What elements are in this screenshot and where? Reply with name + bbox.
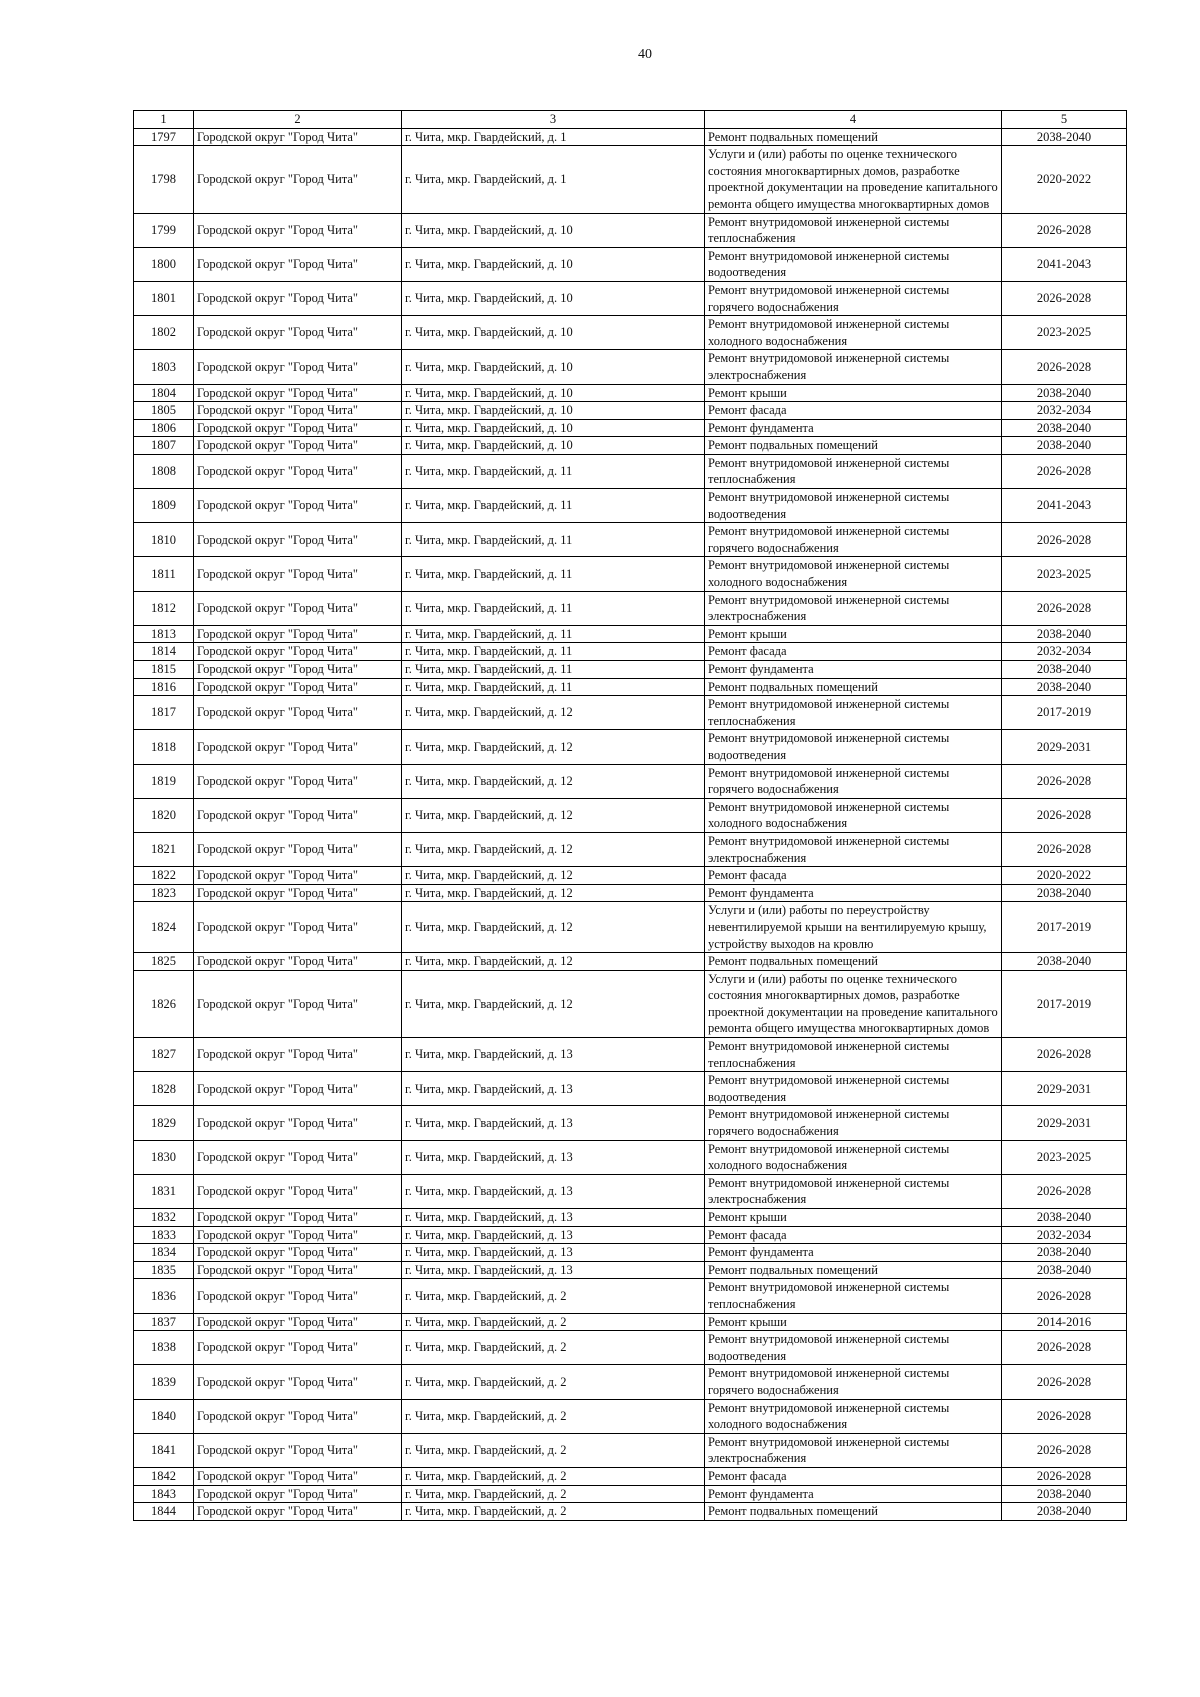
- address-cell: г. Чита, мкр. Гвардейский, д. 11: [402, 643, 705, 661]
- table-row: [134, 1399, 1127, 1433]
- work-type-cell: Ремонт внутридомовой инженерной системы электроснабжения: [705, 1433, 1002, 1467]
- row-number-cell: 1798: [134, 146, 194, 213]
- row-number-cell: 1837: [134, 1313, 194, 1331]
- municipality-cell: Городской округ "Город Чита": [194, 454, 402, 488]
- municipality-cell: Городской округ "Город Чита": [194, 1313, 402, 1331]
- row-number-cell: 1832: [134, 1209, 194, 1227]
- work-type-cell: Ремонт внутридомовой инженерной системы электроснабжения: [705, 350, 1002, 384]
- municipality-cell: Городской округ "Город Чита": [194, 678, 402, 696]
- table-row: [134, 1209, 1127, 1227]
- column-header: 3: [402, 111, 705, 129]
- table-row: [134, 1106, 1127, 1140]
- period-cell: 2038-2040: [1002, 1209, 1127, 1227]
- table-row: [134, 384, 1127, 402]
- address-cell: г. Чита, мкр. Гвардейский, д. 12: [402, 902, 705, 953]
- address-cell: г. Чита, мкр. Гвардейский, д. 2: [402, 1365, 705, 1399]
- municipality-cell: Городской округ "Город Чита": [194, 281, 402, 315]
- table-row: [134, 730, 1127, 764]
- work-type-cell: Ремонт внутридомовой инженерной системы водоотведения: [705, 730, 1002, 764]
- address-cell: г. Чита, мкр. Гвардейский, д. 10: [402, 437, 705, 455]
- work-type-cell: Ремонт внутридомовой инженерной системы теплоснабжения: [705, 1038, 1002, 1072]
- row-number-cell: 1836: [134, 1279, 194, 1313]
- row-number-cell: 1817: [134, 696, 194, 730]
- municipality-cell: Городской округ "Город Чита": [194, 730, 402, 764]
- municipality-cell: Городской округ "Город Чита": [194, 1106, 402, 1140]
- address-cell: г. Чита, мкр. Гвардейский, д. 12: [402, 696, 705, 730]
- work-type-cell: Услуги и (или) работы по оценке технического состояния многоквартирных домов, разработке проектной документации на проведение капитального ремонта общего имущества многоквартирных домов: [705, 146, 1002, 213]
- address-cell: г. Чита, мкр. Гвардейский, д. 13: [402, 1209, 705, 1227]
- table-row: [134, 1038, 1127, 1072]
- period-cell: 2026-2028: [1002, 281, 1127, 315]
- work-type-cell: Ремонт внутридомовой инженерной системы водоотведения: [705, 489, 1002, 523]
- row-number-cell: 1841: [134, 1433, 194, 1467]
- table-row: [134, 281, 1127, 315]
- municipality-cell: Городской округ "Город Чита": [194, 146, 402, 213]
- table-row: [134, 1433, 1127, 1467]
- address-cell: г. Чита, мкр. Гвардейский, д. 10: [402, 316, 705, 350]
- municipality-cell: Городской округ "Город Чита": [194, 1467, 402, 1485]
- municipality-cell: Городской округ "Город Чита": [194, 1433, 402, 1467]
- table-row: [134, 1485, 1127, 1503]
- table-header-row: [134, 111, 1127, 129]
- period-cell: 2017-2019: [1002, 970, 1127, 1037]
- row-number-cell: 1838: [134, 1331, 194, 1365]
- address-cell: г. Чита, мкр. Гвардейский, д. 12: [402, 953, 705, 971]
- table-row: [134, 953, 1127, 971]
- address-cell: г. Чита, мкр. Гвардейский, д. 12: [402, 970, 705, 1037]
- work-type-cell: Ремонт внутридомовой инженерной системы водоотведения: [705, 1072, 1002, 1106]
- municipality-cell: Городской округ "Город Чита": [194, 696, 402, 730]
- municipality-cell: Городской округ "Город Чита": [194, 591, 402, 625]
- municipality-cell: Городской округ "Город Чита": [194, 437, 402, 455]
- municipality-cell: Городской округ "Город Чита": [194, 1279, 402, 1313]
- address-cell: г. Чита, мкр. Гвардейский, д. 13: [402, 1261, 705, 1279]
- table-row: [134, 1467, 1127, 1485]
- municipality-cell: Городской округ "Город Чита": [194, 832, 402, 866]
- table-row: [134, 557, 1127, 591]
- row-number-cell: 1818: [134, 730, 194, 764]
- row-number-cell: 1828: [134, 1072, 194, 1106]
- work-type-cell: Ремонт фундамента: [705, 884, 1002, 902]
- period-cell: 2041-2043: [1002, 247, 1127, 281]
- period-cell: 2038-2040: [1002, 625, 1127, 643]
- address-cell: г. Чита, мкр. Гвардейский, д. 11: [402, 661, 705, 679]
- row-number-cell: 1807: [134, 437, 194, 455]
- row-number-cell: 1819: [134, 764, 194, 798]
- table-row: [134, 643, 1127, 661]
- municipality-cell: Городской округ "Город Чита": [194, 1365, 402, 1399]
- work-type-cell: Ремонт внутридомовой инженерной системы горячего водоснабжения: [705, 281, 1002, 315]
- work-type-cell: Ремонт внутридомовой инженерной системы холодного водоснабжения: [705, 798, 1002, 832]
- period-cell: 2038-2040: [1002, 128, 1127, 146]
- address-cell: г. Чита, мкр. Гвардейский, д. 12: [402, 867, 705, 885]
- row-number-cell: 1842: [134, 1467, 194, 1485]
- period-cell: 2038-2040: [1002, 1485, 1127, 1503]
- period-cell: 2041-2043: [1002, 489, 1127, 523]
- work-type-cell: Ремонт фасада: [705, 867, 1002, 885]
- row-number-cell: 1826: [134, 970, 194, 1037]
- table-row: [134, 146, 1127, 213]
- period-cell: 2038-2040: [1002, 953, 1127, 971]
- row-number-cell: 1797: [134, 128, 194, 146]
- table-body: [134, 111, 1127, 1521]
- column-header: 2: [194, 111, 402, 129]
- work-type-cell: Ремонт внутридомовой инженерной системы электроснабжения: [705, 832, 1002, 866]
- row-number-cell: 1823: [134, 884, 194, 902]
- row-number-cell: 1810: [134, 523, 194, 557]
- municipality-cell: Городской округ "Город Чита": [194, 128, 402, 146]
- period-cell: 2023-2025: [1002, 1140, 1127, 1174]
- municipality-cell: Городской округ "Город Чита": [194, 953, 402, 971]
- address-cell: г. Чита, мкр. Гвардейский, д. 11: [402, 678, 705, 696]
- address-cell: г. Чита, мкр. Гвардейский, д. 2: [402, 1313, 705, 1331]
- address-cell: г. Чита, мкр. Гвардейский, д. 13: [402, 1174, 705, 1208]
- row-number-cell: 1829: [134, 1106, 194, 1140]
- municipality-cell: Городской округ "Город Чита": [194, 902, 402, 953]
- address-cell: г. Чита, мкр. Гвардейский, д. 13: [402, 1244, 705, 1262]
- table-row: [134, 678, 1127, 696]
- period-cell: 2038-2040: [1002, 661, 1127, 679]
- municipality-cell: Городской округ "Город Чита": [194, 764, 402, 798]
- period-cell: 2020-2022: [1002, 146, 1127, 213]
- table-row: [134, 591, 1127, 625]
- address-cell: г. Чита, мкр. Гвардейский, д. 10: [402, 350, 705, 384]
- period-cell: 2029-2031: [1002, 730, 1127, 764]
- work-type-cell: Ремонт фундамента: [705, 1485, 1002, 1503]
- address-cell: г. Чита, мкр. Гвардейский, д. 10: [402, 281, 705, 315]
- row-number-cell: 1825: [134, 953, 194, 971]
- period-cell: 2023-2025: [1002, 557, 1127, 591]
- table-row: [134, 1331, 1127, 1365]
- address-cell: г. Чита, мкр. Гвардейский, д. 11: [402, 557, 705, 591]
- address-cell: г. Чита, мкр. Гвардейский, д. 2: [402, 1331, 705, 1365]
- row-number-cell: 1812: [134, 591, 194, 625]
- period-cell: 2038-2040: [1002, 1244, 1127, 1262]
- table-row: [134, 1503, 1127, 1521]
- period-cell: 2038-2040: [1002, 884, 1127, 902]
- period-cell: 2026-2028: [1002, 454, 1127, 488]
- address-cell: г. Чита, мкр. Гвардейский, д. 12: [402, 798, 705, 832]
- row-number-cell: 1830: [134, 1140, 194, 1174]
- column-header: 5: [1002, 111, 1127, 129]
- row-number-cell: 1806: [134, 419, 194, 437]
- row-number-cell: 1833: [134, 1226, 194, 1244]
- work-type-cell: Ремонт подвальных помещений: [705, 953, 1002, 971]
- row-number-cell: 1804: [134, 384, 194, 402]
- table-row: [134, 661, 1127, 679]
- work-type-cell: Ремонт подвальных помещений: [705, 678, 1002, 696]
- row-number-cell: 1834: [134, 1244, 194, 1262]
- period-cell: 2026-2028: [1002, 1467, 1127, 1485]
- table-row: [134, 1244, 1127, 1262]
- table-row: [134, 437, 1127, 455]
- work-type-cell: Ремонт подвальных помещений: [705, 128, 1002, 146]
- address-cell: г. Чита, мкр. Гвардейский, д. 11: [402, 489, 705, 523]
- row-number-cell: 1835: [134, 1261, 194, 1279]
- row-number-cell: 1805: [134, 402, 194, 420]
- work-type-cell: Ремонт фасада: [705, 643, 1002, 661]
- municipality-cell: Городской округ "Город Чита": [194, 316, 402, 350]
- address-cell: г. Чита, мкр. Гвардейский, д. 13: [402, 1038, 705, 1072]
- row-number-cell: 1808: [134, 454, 194, 488]
- table-row: [134, 1313, 1127, 1331]
- period-cell: 2026-2028: [1002, 798, 1127, 832]
- work-type-cell: Ремонт внутридомовой инженерной системы водоотведения: [705, 1331, 1002, 1365]
- address-cell: г. Чита, мкр. Гвардейский, д. 1: [402, 146, 705, 213]
- municipality-cell: Городской округ "Город Чита": [194, 1244, 402, 1262]
- row-number-cell: 1831: [134, 1174, 194, 1208]
- municipality-cell: Городской округ "Город Чита": [194, 884, 402, 902]
- row-number-cell: 1803: [134, 350, 194, 384]
- address-cell: г. Чита, мкр. Гвардейский, д. 13: [402, 1072, 705, 1106]
- work-type-cell: Ремонт внутридомовой инженерной системы теплоснабжения: [705, 1279, 1002, 1313]
- municipality-cell: Городской округ "Город Чита": [194, 1331, 402, 1365]
- row-number-cell: 1840: [134, 1399, 194, 1433]
- address-cell: г. Чита, мкр. Гвардейский, д. 10: [402, 213, 705, 247]
- work-type-cell: Ремонт крыши: [705, 625, 1002, 643]
- row-number-cell: 1827: [134, 1038, 194, 1072]
- period-cell: 2026-2028: [1002, 1331, 1127, 1365]
- municipality-cell: Городской округ "Город Чита": [194, 1399, 402, 1433]
- table-row: [134, 1279, 1127, 1313]
- period-cell: 2020-2022: [1002, 867, 1127, 885]
- period-cell: 2017-2019: [1002, 902, 1127, 953]
- table-row: [134, 1261, 1127, 1279]
- address-cell: г. Чита, мкр. Гвардейский, д. 13: [402, 1140, 705, 1174]
- table-row: [134, 128, 1127, 146]
- period-cell: 2026-2028: [1002, 764, 1127, 798]
- address-cell: г. Чита, мкр. Гвардейский, д. 10: [402, 247, 705, 281]
- table-row: [134, 247, 1127, 281]
- address-cell: г. Чита, мкр. Гвардейский, д. 10: [402, 402, 705, 420]
- table-row: [134, 454, 1127, 488]
- address-cell: г. Чита, мкр. Гвардейский, д. 13: [402, 1106, 705, 1140]
- municipality-cell: Городской округ "Город Чита": [194, 1226, 402, 1244]
- period-cell: 2038-2040: [1002, 678, 1127, 696]
- period-cell: 2038-2040: [1002, 419, 1127, 437]
- work-type-cell: Ремонт внутридомовой инженерной системы электроснабжения: [705, 1174, 1002, 1208]
- table-row: [134, 832, 1127, 866]
- period-cell: 2038-2040: [1002, 1261, 1127, 1279]
- period-cell: 2026-2028: [1002, 1365, 1127, 1399]
- municipality-cell: Городской округ "Город Чита": [194, 213, 402, 247]
- municipality-cell: Городской округ "Город Чита": [194, 350, 402, 384]
- row-number-cell: 1802: [134, 316, 194, 350]
- row-number-cell: 1822: [134, 867, 194, 885]
- period-cell: 2038-2040: [1002, 384, 1127, 402]
- municipality-cell: Городской округ "Город Чита": [194, 523, 402, 557]
- table-row: [134, 1072, 1127, 1106]
- address-cell: г. Чита, мкр. Гвардейский, д. 12: [402, 832, 705, 866]
- work-type-cell: Ремонт внутридомовой инженерной системы горячего водоснабжения: [705, 1365, 1002, 1399]
- row-number-cell: 1801: [134, 281, 194, 315]
- address-cell: г. Чита, мкр. Гвардейский, д. 11: [402, 523, 705, 557]
- address-cell: г. Чита, мкр. Гвардейский, д. 12: [402, 764, 705, 798]
- work-type-cell: Ремонт фасада: [705, 1467, 1002, 1485]
- municipality-cell: Городской округ "Город Чита": [194, 247, 402, 281]
- period-cell: 2032-2034: [1002, 402, 1127, 420]
- municipality-cell: Городской округ "Город Чита": [194, 402, 402, 420]
- row-number-cell: 1824: [134, 902, 194, 953]
- column-header: 4: [705, 111, 1002, 129]
- period-cell: 2032-2034: [1002, 643, 1127, 661]
- table-row: [134, 316, 1127, 350]
- municipality-cell: Городской округ "Город Чита": [194, 1503, 402, 1521]
- period-cell: 2026-2028: [1002, 1279, 1127, 1313]
- municipality-cell: Городской округ "Город Чита": [194, 1485, 402, 1503]
- municipality-cell: Городской округ "Город Чита": [194, 1038, 402, 1072]
- work-type-cell: Ремонт внутридомовой инженерной системы теплоснабжения: [705, 454, 1002, 488]
- table-row: [134, 1226, 1127, 1244]
- page-number: 40: [638, 47, 652, 62]
- address-cell: г. Чита, мкр. Гвардейский, д. 2: [402, 1503, 705, 1521]
- work-type-cell: Ремонт внутридомовой инженерной системы холодного водоснабжения: [705, 557, 1002, 591]
- table-row: [134, 350, 1127, 384]
- municipality-cell: Городской округ "Город Чита": [194, 643, 402, 661]
- table-row: [134, 489, 1127, 523]
- table-row: [134, 1174, 1127, 1208]
- period-cell: 2023-2025: [1002, 316, 1127, 350]
- address-cell: г. Чита, мкр. Гвардейский, д. 11: [402, 591, 705, 625]
- work-type-cell: Ремонт крыши: [705, 384, 1002, 402]
- work-type-cell: Ремонт подвальных помещений: [705, 1261, 1002, 1279]
- period-cell: 2026-2028: [1002, 1038, 1127, 1072]
- table-row: [134, 867, 1127, 885]
- work-type-cell: Ремонт фундамента: [705, 1244, 1002, 1262]
- row-number-cell: 1809: [134, 489, 194, 523]
- period-cell: 2014-2016: [1002, 1313, 1127, 1331]
- period-cell: 2038-2040: [1002, 437, 1127, 455]
- work-type-cell: Ремонт внутридомовой инженерной системы водоотведения: [705, 247, 1002, 281]
- table-row: [134, 213, 1127, 247]
- table-row: [134, 1365, 1127, 1399]
- address-cell: г. Чита, мкр. Гвардейский, д. 10: [402, 419, 705, 437]
- row-number-cell: 1800: [134, 247, 194, 281]
- municipality-cell: Городской округ "Город Чита": [194, 1174, 402, 1208]
- period-cell: 2029-2031: [1002, 1072, 1127, 1106]
- period-cell: 2038-2040: [1002, 1503, 1127, 1521]
- work-type-cell: Ремонт внутридомовой инженерной системы теплоснабжения: [705, 696, 1002, 730]
- table-row: [134, 970, 1127, 1037]
- municipality-cell: Городской округ "Город Чита": [194, 970, 402, 1037]
- table-row: [134, 523, 1127, 557]
- repair-schedule-table: [133, 110, 1127, 1521]
- period-cell: 2026-2028: [1002, 350, 1127, 384]
- table-row: [134, 402, 1127, 420]
- work-type-cell: Ремонт фасада: [705, 402, 1002, 420]
- address-cell: г. Чита, мкр. Гвардейский, д. 13: [402, 1226, 705, 1244]
- period-cell: 2032-2034: [1002, 1226, 1127, 1244]
- period-cell: 2017-2019: [1002, 696, 1127, 730]
- row-number-cell: 1843: [134, 1485, 194, 1503]
- work-type-cell: Ремонт подвальных помещений: [705, 437, 1002, 455]
- row-number-cell: 1813: [134, 625, 194, 643]
- period-cell: 2026-2028: [1002, 1174, 1127, 1208]
- work-type-cell: Услуги и (или) работы по переустройству невентилируемой крыши на вентилируемую крышу, устройству выходов на кровлю: [705, 902, 1002, 953]
- work-type-cell: Ремонт фундамента: [705, 419, 1002, 437]
- address-cell: г. Чита, мкр. Гвардейский, д. 10: [402, 384, 705, 402]
- work-type-cell: Ремонт фундамента: [705, 661, 1002, 679]
- address-cell: г. Чита, мкр. Гвардейский, д. 2: [402, 1467, 705, 1485]
- municipality-cell: Городской округ "Город Чита": [194, 419, 402, 437]
- period-cell: 2026-2028: [1002, 1399, 1127, 1433]
- column-header: 1: [134, 111, 194, 129]
- row-number-cell: 1821: [134, 832, 194, 866]
- municipality-cell: Городской округ "Город Чита": [194, 1140, 402, 1174]
- work-type-cell: Ремонт фасада: [705, 1226, 1002, 1244]
- work-type-cell: Ремонт внутридомовой инженерной системы холодного водоснабжения: [705, 1399, 1002, 1433]
- period-cell: 2026-2028: [1002, 1433, 1127, 1467]
- row-number-cell: 1844: [134, 1503, 194, 1521]
- municipality-cell: Городской округ "Город Чита": [194, 1261, 402, 1279]
- work-type-cell: Ремонт внутридомовой инженерной системы холодного водоснабжения: [705, 1140, 1002, 1174]
- address-cell: г. Чита, мкр. Гвардейский, д. 2: [402, 1279, 705, 1313]
- address-cell: г. Чита, мкр. Гвардейский, д. 12: [402, 730, 705, 764]
- work-type-cell: Ремонт крыши: [705, 1313, 1002, 1331]
- municipality-cell: Городской округ "Город Чита": [194, 1209, 402, 1227]
- table-row: [134, 902, 1127, 953]
- period-cell: 2026-2028: [1002, 832, 1127, 866]
- table-row: [134, 884, 1127, 902]
- period-cell: 2026-2028: [1002, 591, 1127, 625]
- municipality-cell: Городской округ "Город Чита": [194, 384, 402, 402]
- municipality-cell: Городской округ "Город Чита": [194, 867, 402, 885]
- period-cell: 2026-2028: [1002, 213, 1127, 247]
- period-cell: 2029-2031: [1002, 1106, 1127, 1140]
- work-type-cell: Ремонт внутридомовой инженерной системы электроснабжения: [705, 591, 1002, 625]
- municipality-cell: Городской округ "Город Чита": [194, 798, 402, 832]
- row-number-cell: 1815: [134, 661, 194, 679]
- work-type-cell: Ремонт внутридомовой инженерной системы горячего водоснабжения: [705, 764, 1002, 798]
- municipality-cell: Городской округ "Город Чита": [194, 661, 402, 679]
- address-cell: г. Чита, мкр. Гвардейский, д. 1: [402, 128, 705, 146]
- row-number-cell: 1799: [134, 213, 194, 247]
- address-cell: г. Чита, мкр. Гвардейский, д. 2: [402, 1399, 705, 1433]
- work-type-cell: Ремонт внутридомовой инженерной системы теплоснабжения: [705, 213, 1002, 247]
- table-row: [134, 1140, 1127, 1174]
- row-number-cell: 1811: [134, 557, 194, 591]
- row-number-cell: 1820: [134, 798, 194, 832]
- municipality-cell: Городской округ "Город Чита": [194, 1072, 402, 1106]
- municipality-cell: Городской округ "Город Чита": [194, 557, 402, 591]
- municipality-cell: Городской округ "Город Чита": [194, 625, 402, 643]
- work-type-cell: Ремонт крыши: [705, 1209, 1002, 1227]
- period-cell: 2026-2028: [1002, 523, 1127, 557]
- row-number-cell: 1816: [134, 678, 194, 696]
- table-row: [134, 764, 1127, 798]
- address-cell: г. Чита, мкр. Гвардейский, д. 11: [402, 454, 705, 488]
- row-number-cell: 1814: [134, 643, 194, 661]
- work-type-cell: Ремонт внутридомовой инженерной системы холодного водоснабжения: [705, 316, 1002, 350]
- address-cell: г. Чита, мкр. Гвардейский, д. 11: [402, 625, 705, 643]
- row-number-cell: 1839: [134, 1365, 194, 1399]
- table-row: [134, 798, 1127, 832]
- address-cell: г. Чита, мкр. Гвардейский, д. 2: [402, 1433, 705, 1467]
- address-cell: г. Чита, мкр. Гвардейский, д. 12: [402, 884, 705, 902]
- work-type-cell: Ремонт подвальных помещений: [705, 1503, 1002, 1521]
- work-type-cell: Услуги и (или) работы по оценке технического состояния многоквартирных домов, разработке проектной документации на проведение капитального ремонта общего имущества многоквартирных домов: [705, 970, 1002, 1037]
- table-row: [134, 696, 1127, 730]
- table-row: [134, 625, 1127, 643]
- work-type-cell: Ремонт внутридомовой инженерной системы горячего водоснабжения: [705, 1106, 1002, 1140]
- table-row: [134, 419, 1127, 437]
- municipality-cell: Городской округ "Город Чита": [194, 489, 402, 523]
- address-cell: г. Чита, мкр. Гвардейский, д. 2: [402, 1485, 705, 1503]
- work-type-cell: Ремонт внутридомовой инженерной системы горячего водоснабжения: [705, 523, 1002, 557]
